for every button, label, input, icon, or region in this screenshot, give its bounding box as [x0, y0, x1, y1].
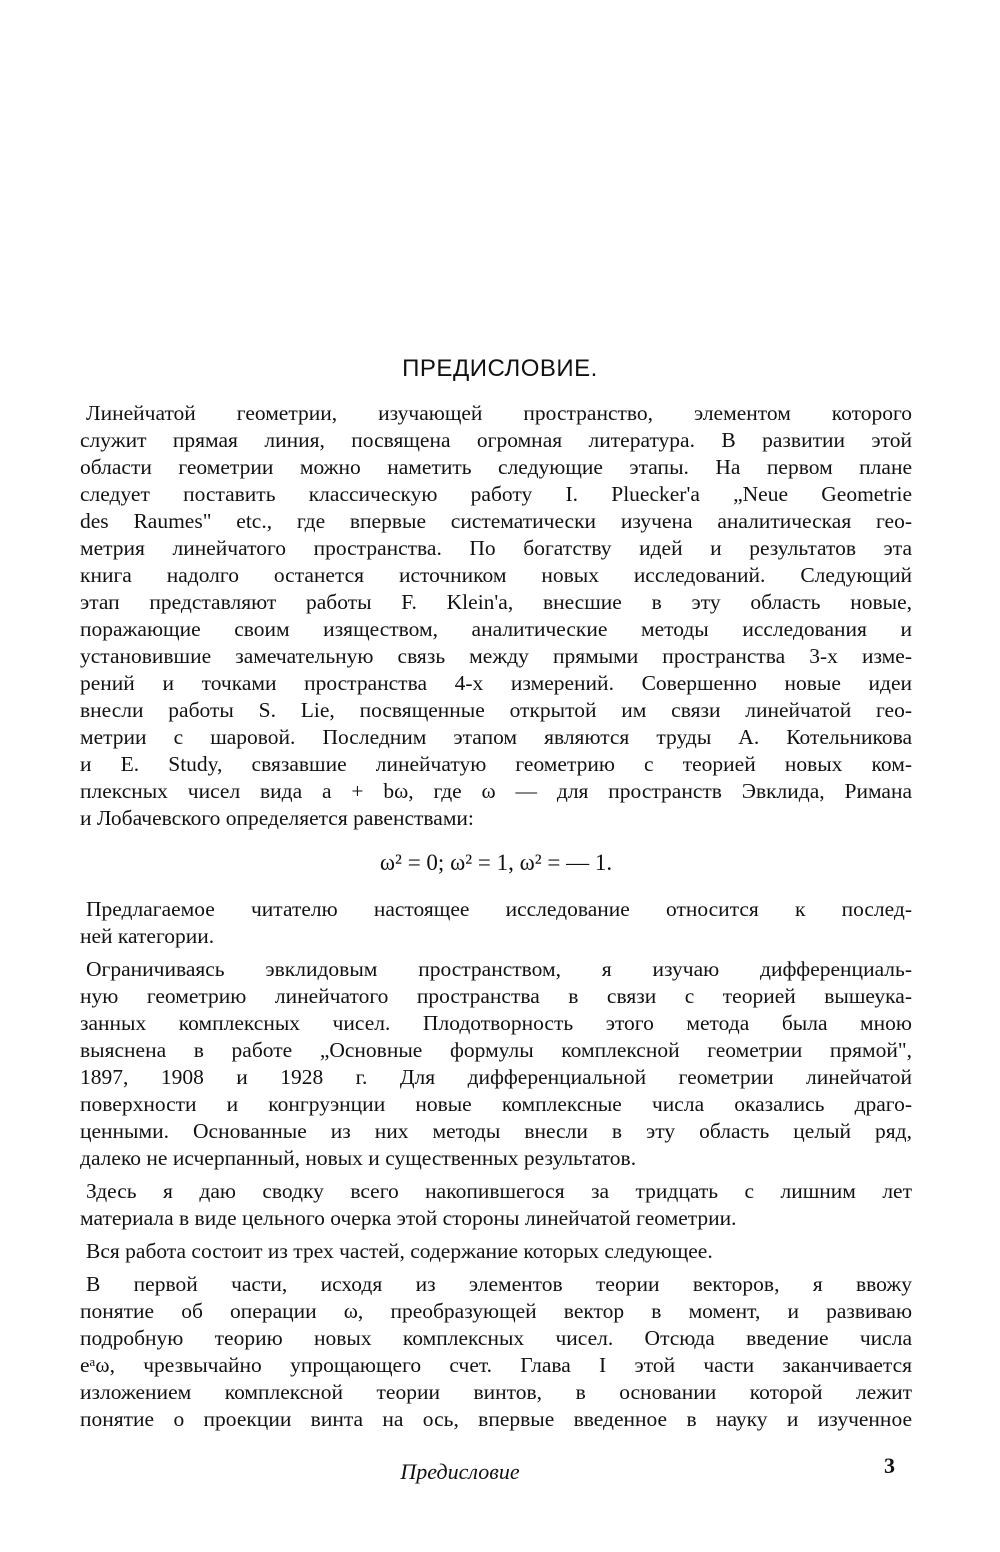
paragraph-part-one [80, 1271, 912, 1433]
text-line: выяснена в работе „Основные формулы комплексной геометрии прямой", [80, 1038, 912, 1062]
text-line: плексных чисел вида a + bω, где ω — для пространств Эвклида, Римана [80, 779, 912, 803]
text-body [80, 400, 912, 1433]
text-line: занных комплексных чисел. Плодотворность этого метода была мною [80, 1011, 912, 1035]
text-line: и Лобачевского определяется равенствами: [80, 806, 474, 830]
text-line: Ограничиваясь эвклидовым пространством, я изучаю дифференциаль- [86, 957, 912, 981]
text-line: В первой части, исходя из элементов теории векторов, я ввожу [86, 1272, 912, 1296]
text-line: ную геометрию линейчатого пространства в связи с теорией вышеука- [80, 984, 912, 1008]
text-line: служит прямая линия, посвящена огромная литература. В развитии этой [80, 428, 912, 452]
text-line: понятие о проекции винта на ось, впервые введенное в науку и изученное [80, 1407, 912, 1431]
paragraph-method [80, 956, 912, 1172]
paragraph-structure [80, 1238, 912, 1265]
text-line: рений и точками пространства 4-х измерений. Совершенно новые идеи [80, 671, 912, 695]
text-line: Предлагаемое читателю настоящее исследование относится к послед- [86, 897, 912, 921]
running-footer-title: Предисловие [400, 1459, 520, 1484]
text-line: ней категории. [80, 924, 215, 948]
text-line: поверхности и конгруэнции новые комплексные числа оказались драго- [80, 1092, 912, 1116]
paragraph-summary [80, 1178, 912, 1232]
text-line: и E. Study, связавшие линейчатую геометрию с теорией новых ком- [80, 752, 912, 776]
text-line: установившие замечательную связь между прямыми пространства 3-х изме- [80, 644, 912, 668]
text-line: des Raumes" etc., где впервые систематически изучена аналитическая гео- [80, 509, 912, 533]
text-line: ценными. Основанные из них методы внесли в эту область целый ряд, [80, 1119, 912, 1143]
text-line: eᵃω, чрезвычайно упрощающего счет. Глава I этой части заканчивается [80, 1353, 912, 1377]
formula: ω² = 0; ω² = 1, ω² = — 1. [379, 850, 613, 875]
text-line: Здесь я даю сводку всего накопившегося за тридцать с лишним лет [86, 1179, 912, 1203]
text-line: метрия линейчатого пространства. По богатству идей и результатов эта [80, 536, 912, 560]
text-line: метрии с шаровой. Последним этапом являются труды А. Котельникова [80, 725, 912, 749]
text-line: Линейчатой геометрии, изучающей пространство, элементом которого [86, 401, 912, 425]
text-line: книга надолго останется источником новых исследований. Следующий [80, 563, 912, 587]
page-title: ПРЕДИСЛОВИЕ. [402, 355, 598, 382]
text-line: внесли работы S. Lie, посвященные открытой им связи линейчатой гео- [80, 698, 912, 722]
text-line: подробную теорию новых комплексных чисел. Отсюда введение числа [80, 1326, 912, 1350]
text-line: 1897, 1908 и 1928 г. Для дифференциальной геометрии линейчатой [80, 1065, 912, 1089]
text-line: изложением комплексной теории винтов, в основании которой лежит [80, 1380, 912, 1404]
text-line: понятие об операции ω, преобразующей вектор в момент, и развиваю [80, 1299, 912, 1323]
text-line: поражающие своим изяществом, аналитические методы исследования и [80, 617, 912, 641]
text-line: далеко не исчерпанный, новых и существенных результатов. [80, 1146, 637, 1170]
paragraph-proposed [80, 896, 912, 950]
text-line: следует поставить классическую работу I. Pluecker'a „Neue Geometrie [80, 482, 912, 506]
text-line: материала в виде цельного очерка этой стороны линейчатой геометрии. [80, 1206, 737, 1230]
text-line: Вся работа состоит из трех частей, содержание которых следующее. [86, 1239, 713, 1263]
text-line: области геометрии можно наметить следующие этапы. На первом плане [80, 455, 912, 479]
page-number: 3 [884, 1453, 895, 1478]
paragraph-intro [80, 400, 912, 832]
text-line: этап представляют работы F. Klein'a, внесшие в эту область новые, [80, 590, 912, 614]
